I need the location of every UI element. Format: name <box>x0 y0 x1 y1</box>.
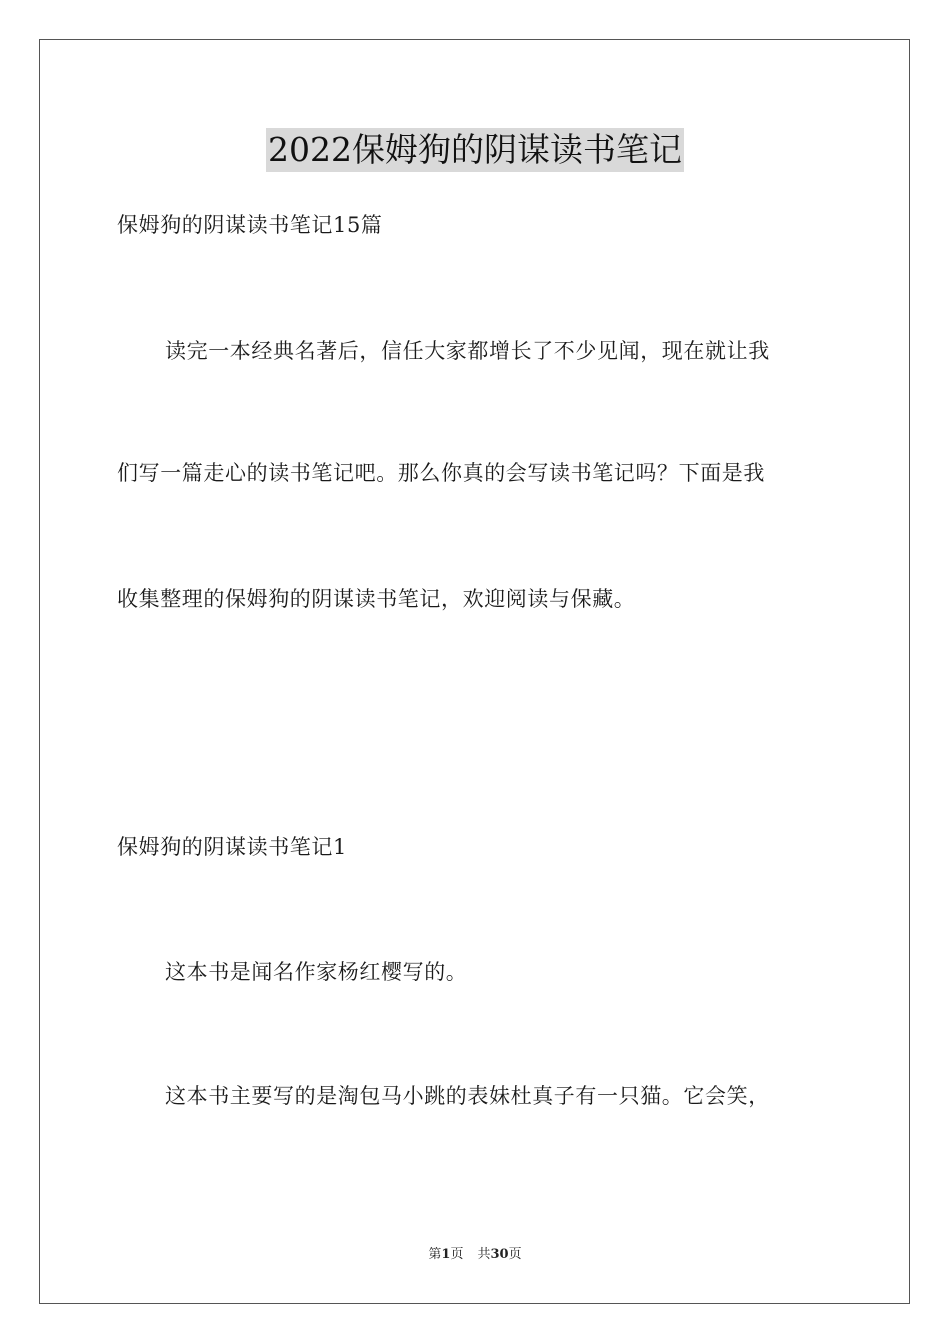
page-footer <box>0 1246 950 1264</box>
document-title: 2022保姆狗的阴谋读书笔记 <box>266 128 684 172</box>
document-subtitle: 保姆狗的阴谋读书笔记15篇 <box>117 213 383 237</box>
section-heading: 保姆狗的阴谋读书笔记1 <box>117 835 347 859</box>
footer-page-number: 1 <box>441 1247 451 1262</box>
body-line-2: 这本书主要写的是淘包马小跳的表妹杜真子有一只猫。它会笑， <box>165 1084 770 1108</box>
footer-total-prefix: 共 <box>477 1247 491 1262</box>
intro-line-3: 收集整理的保姆狗的阴谋读书笔记，欢迎阅读与保藏。 <box>117 587 636 611</box>
intro-line-1: 读完一本经典名著后，信任大家都增长了不少见闻，现在就让我 <box>165 339 770 363</box>
body-line-1: 这本书是闻名作家杨红樱写的。 <box>165 960 468 984</box>
title-container <box>0 128 950 172</box>
footer-page-suffix: 页 <box>450 1247 464 1262</box>
footer-total-pages: 30 <box>490 1247 509 1262</box>
footer-total-suffix: 页 <box>508 1247 522 1262</box>
intro-line-2: 们写一篇走心的读书笔记吧。那么你真的会写读书笔记吗？下面是我 <box>117 461 765 485</box>
footer-page-prefix: 第 <box>428 1247 442 1262</box>
